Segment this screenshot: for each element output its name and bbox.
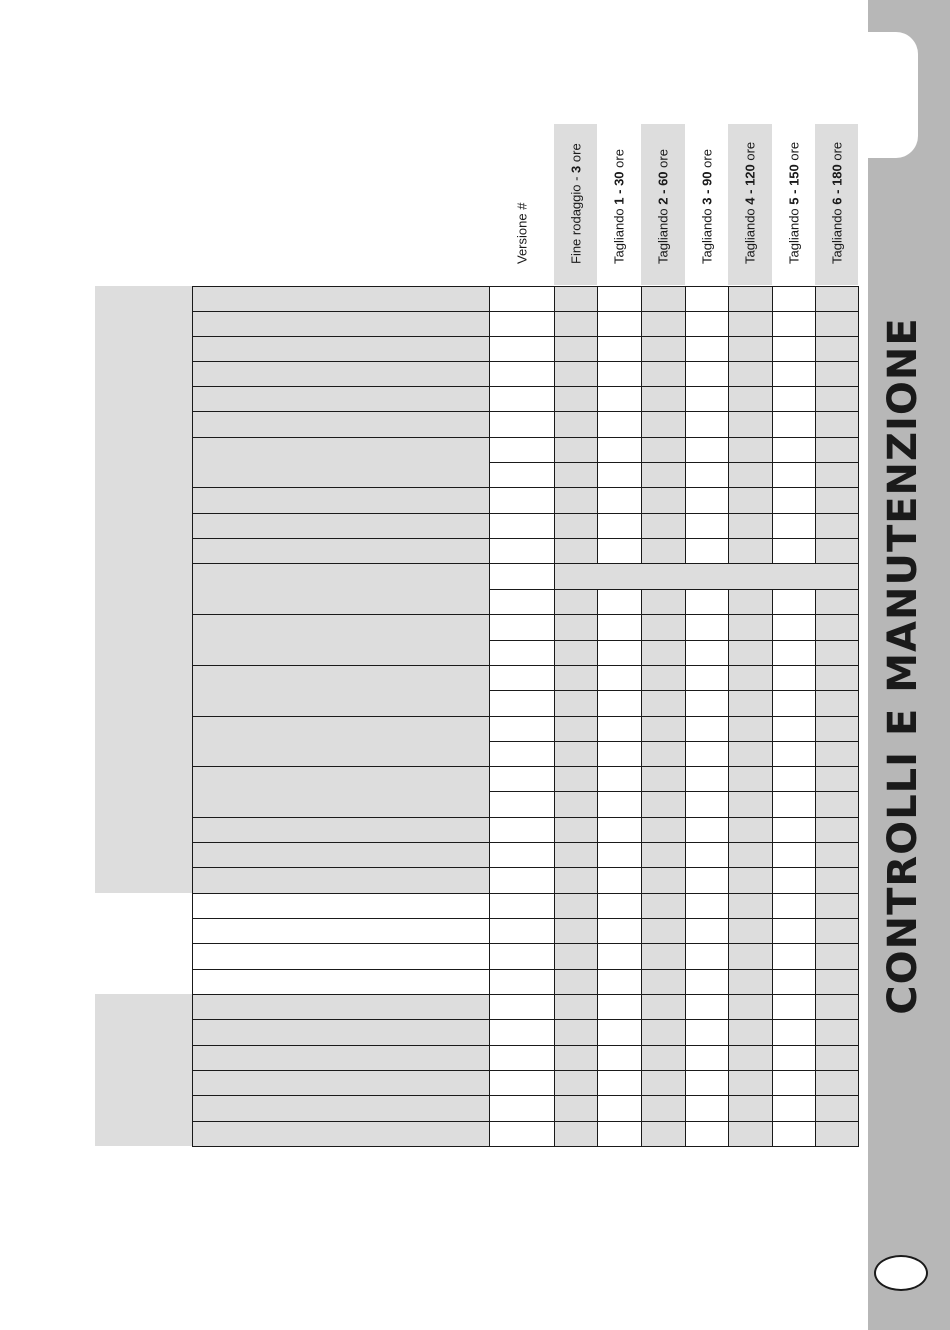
row-line xyxy=(489,1019,859,1020)
col-line xyxy=(641,589,642,1147)
col-line xyxy=(728,286,729,563)
col-line xyxy=(728,589,729,1147)
col-line xyxy=(554,286,555,1147)
row-line xyxy=(192,286,489,287)
row-line xyxy=(489,311,859,312)
row-line xyxy=(192,842,489,843)
item-label-cell xyxy=(192,589,489,614)
interval-header-hours: 6 - 180 xyxy=(829,164,844,205)
row-line xyxy=(489,1070,859,1071)
interval-header-prefix: Tagliando xyxy=(786,204,801,264)
row-line xyxy=(489,791,859,792)
item-label-cell xyxy=(192,716,489,741)
interval-header-suffix: ore xyxy=(786,141,801,165)
interval-header-suffix: ore xyxy=(829,141,844,165)
item-label-cell xyxy=(192,538,489,563)
row-line xyxy=(192,1095,489,1096)
row-line xyxy=(489,893,859,894)
row-line xyxy=(489,563,859,564)
item-label-cell xyxy=(192,640,489,665)
row-line xyxy=(192,665,489,666)
row-line xyxy=(489,361,859,362)
row-line xyxy=(192,994,489,995)
row-line xyxy=(489,286,859,287)
item-label-cell xyxy=(192,614,489,640)
interval-header-hours: 5 - 150 xyxy=(786,164,801,205)
row-line xyxy=(192,969,489,970)
row-line xyxy=(489,1146,859,1147)
interval-header-suffix: ore xyxy=(611,149,627,172)
row-line xyxy=(489,918,859,919)
row-line xyxy=(489,386,859,387)
item-label-cell xyxy=(192,766,489,791)
row-line xyxy=(192,513,489,514)
row-line xyxy=(489,640,859,641)
row-line xyxy=(192,336,489,337)
row-line xyxy=(192,943,489,944)
col-line xyxy=(685,589,686,1147)
row-line xyxy=(489,766,859,767)
row-line xyxy=(489,437,859,438)
row-line xyxy=(489,842,859,843)
interval-header-hours: 3 xyxy=(568,165,583,173)
row-line xyxy=(489,867,859,868)
interval-header-hours: 1 - 30 xyxy=(611,171,627,205)
item-label-cell xyxy=(192,513,489,538)
item-label-cell xyxy=(192,1070,489,1095)
row-line xyxy=(489,943,859,944)
row-line xyxy=(192,437,489,438)
item-label-cell xyxy=(192,462,489,487)
item-label-cell xyxy=(192,994,489,1019)
row-line xyxy=(192,867,489,868)
item-label-cell xyxy=(192,1121,489,1146)
row-line xyxy=(489,513,859,514)
interval-header-prefix: Fine rodaggio - xyxy=(568,172,583,264)
item-label-cell xyxy=(192,867,489,893)
item-label-cell xyxy=(192,487,489,513)
interval-header-suffix: ore xyxy=(699,149,714,172)
merged-bar-cell xyxy=(554,563,858,589)
row-line xyxy=(489,741,859,742)
row-line xyxy=(192,1019,489,1020)
row-line xyxy=(192,411,489,412)
row-line xyxy=(192,614,489,615)
row-line xyxy=(192,487,489,488)
item-label-cell xyxy=(192,791,489,817)
item-label-cell xyxy=(192,1095,489,1121)
row-line xyxy=(192,716,489,717)
row-line xyxy=(489,969,859,970)
row-line xyxy=(192,1121,489,1122)
col-line xyxy=(772,286,773,563)
col-line xyxy=(815,286,816,563)
row-line xyxy=(192,1045,489,1046)
item-label-cell xyxy=(192,665,489,690)
interval-header-hours: 4 - 120 xyxy=(742,164,758,205)
col-line xyxy=(192,286,193,1147)
item-label-cell xyxy=(192,311,489,336)
col-line xyxy=(815,589,816,1147)
col-line xyxy=(858,286,859,1147)
row-line xyxy=(489,1121,859,1122)
row-line xyxy=(192,918,489,919)
interval-header-prefix: Tagliando xyxy=(611,204,627,264)
row-line xyxy=(489,690,859,691)
interval-header-hours: 2 - 60 xyxy=(655,171,671,205)
interval-header-prefix: Tagliando xyxy=(829,204,844,264)
row-line xyxy=(192,311,489,312)
interval-header-suffix: ore xyxy=(568,143,583,166)
interval-header-prefix: Tagliando xyxy=(699,204,714,264)
row-line xyxy=(489,487,859,488)
item-label-cell xyxy=(192,1019,489,1045)
row-line xyxy=(192,893,489,894)
row-line xyxy=(192,1146,489,1147)
row-line xyxy=(192,766,489,767)
row-line xyxy=(192,1070,489,1071)
interval-header-hours: 3 - 90 xyxy=(699,171,714,205)
col-line xyxy=(489,286,490,1147)
interval-header-prefix: Tagliando xyxy=(742,204,758,264)
col-line xyxy=(597,589,598,1147)
item-label-cell xyxy=(192,411,489,437)
item-label-cell xyxy=(192,690,489,716)
interval-header-suffix: ore xyxy=(742,141,758,165)
col-line xyxy=(641,286,642,563)
row-line xyxy=(489,716,859,717)
item-label-cell xyxy=(192,842,489,867)
item-label-cell xyxy=(192,361,489,386)
item-label-cell xyxy=(192,563,489,589)
item-label-cell xyxy=(192,336,489,361)
row-line xyxy=(192,361,489,362)
row-line xyxy=(489,538,859,539)
col-line xyxy=(772,589,773,1147)
item-label-cell xyxy=(192,817,489,842)
row-line xyxy=(489,1045,859,1046)
col-line xyxy=(685,286,686,563)
interval-header-suffix: ore xyxy=(655,149,671,172)
row-line xyxy=(489,817,859,818)
item-label-cell xyxy=(192,437,489,462)
row-line xyxy=(489,1095,859,1096)
row-line xyxy=(192,817,489,818)
row-line xyxy=(489,589,859,590)
row-line xyxy=(489,411,859,412)
row-line xyxy=(489,462,859,463)
row-line xyxy=(192,386,489,387)
row-line xyxy=(489,614,859,615)
row-line xyxy=(489,665,859,666)
row-line xyxy=(489,336,859,337)
interval-header-prefix: Tagliando xyxy=(655,204,671,264)
section-title: CONTROLLI E MANUTENZIONE xyxy=(880,317,926,1015)
row-line xyxy=(192,538,489,539)
item-label-cell xyxy=(192,386,489,411)
item-label-cell xyxy=(192,286,489,311)
row-line xyxy=(192,563,489,564)
version-header-text: Versione # xyxy=(514,202,529,264)
item-label-cell xyxy=(192,1045,489,1070)
col-line xyxy=(597,286,598,563)
item-label-cell xyxy=(192,741,489,766)
row-line xyxy=(489,994,859,995)
